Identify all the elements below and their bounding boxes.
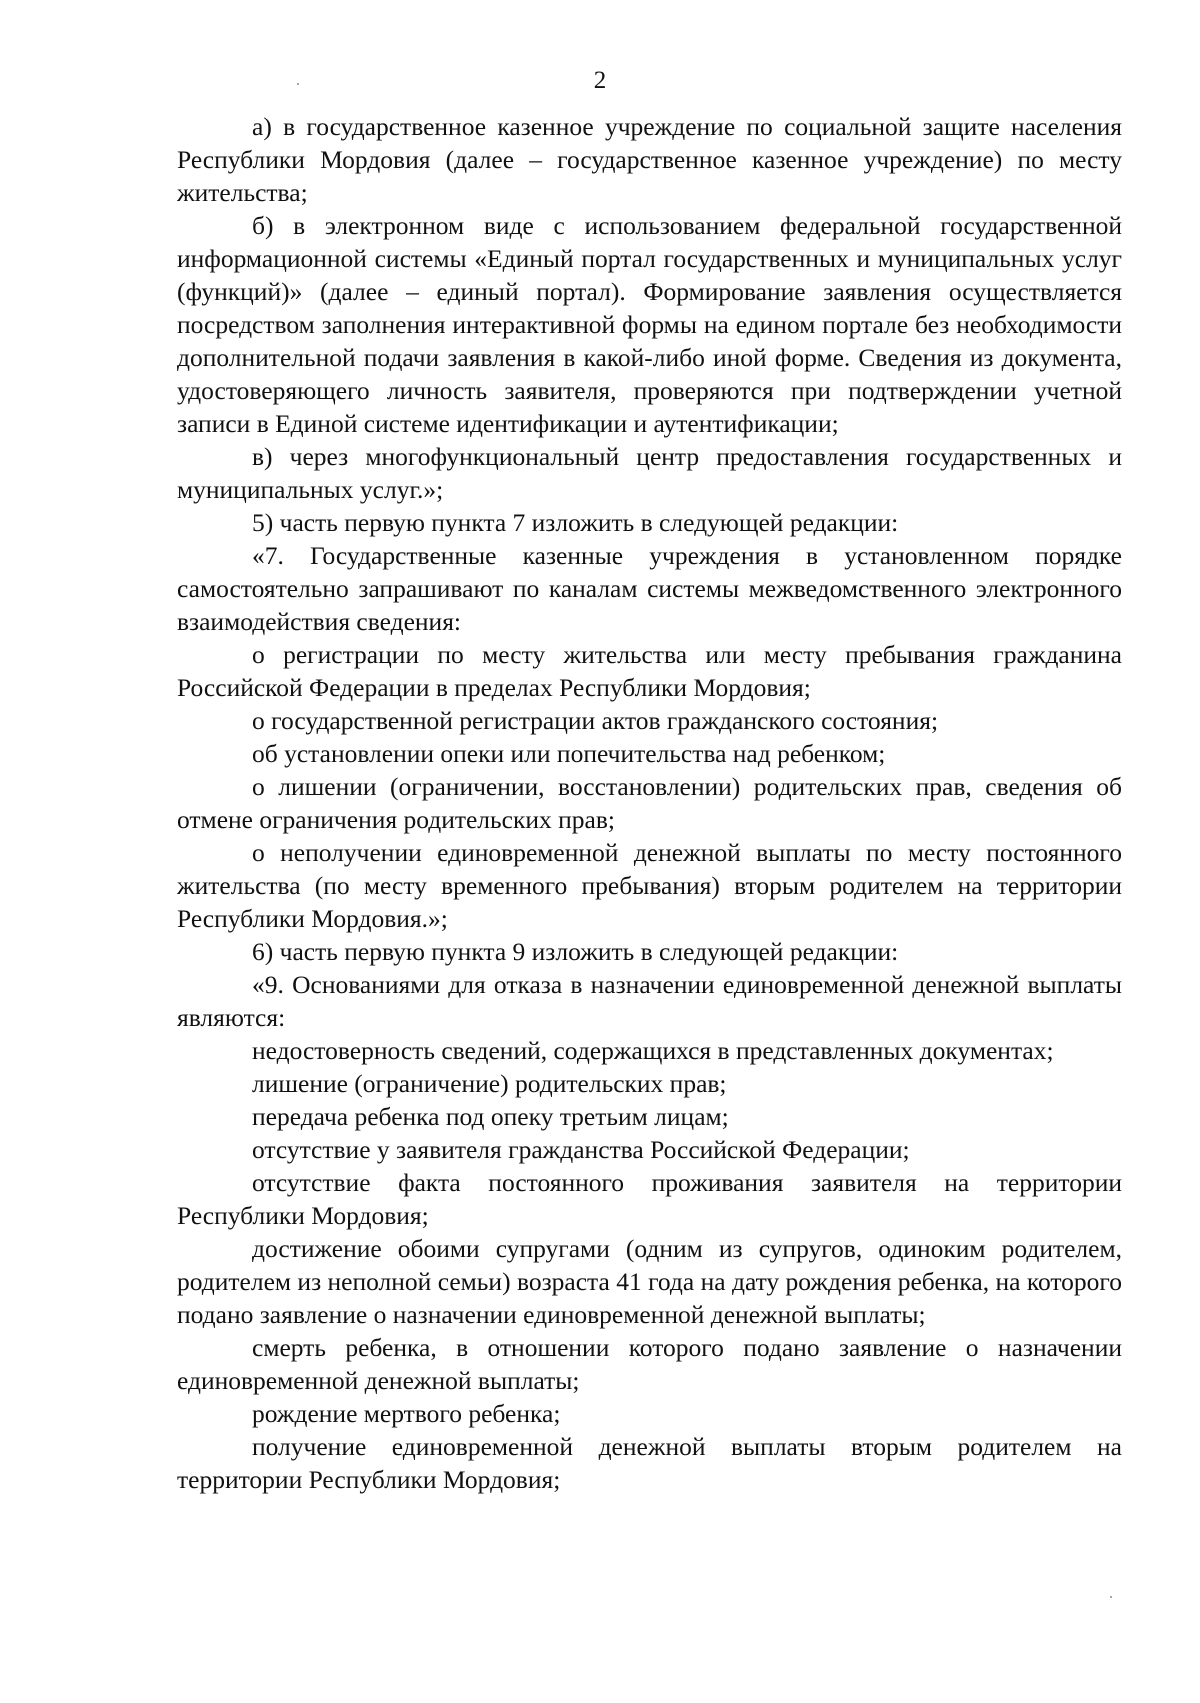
- paragraph-non-receipt: о неполучении единовременной денежной выплаты по месту постоянного жительства (по месту временного пребывания) вторым родителем на территории Республики Мордовия.»;: [177, 838, 1122, 933]
- paragraph-custody-transfer: передача ребенка под опеку третьим лицам;: [252, 1102, 729, 1131]
- paragraph-a: а) в государственное казенное учреждение по социальной защите населения Республики Мордовия (далее – государственное казенное учреждение) по месту жительства;: [177, 112, 1122, 207]
- page-number: 2: [593, 67, 607, 94]
- paragraph-item-5: 5) часть первую пункта 7 изложить в следующей редакции:: [252, 508, 899, 537]
- paragraph-parental-rights: о лишении (ограничении, восстановлении) родительских прав, сведения об отмене ограничения родительских прав;: [177, 772, 1122, 834]
- paragraph-v: в) через многофункциональный центр предоставления государственных и муниципальных услуг.»;: [177, 442, 1122, 504]
- paragraph-citizenship: отсутствие у заявителя гражданства Российской Федерации;: [252, 1135, 910, 1164]
- paragraph-registration: о регистрации по месту жительства или месту пребывания гражданина Российской Федерации в пределах Республики Мордовия;: [177, 640, 1122, 702]
- paragraph-age-limit: достижение обоими супругами (одним из супругов, одиноким родителем, родителем из неполной семьи) возраста 41 года на дату рождения ребенка, на которого подано заявление о назначении единовременной денежной выплаты;: [177, 1234, 1122, 1329]
- scan-speck: [1110, 1596, 1112, 1598]
- paragraph-residence: отсутствие факта постоянного проживания заявителя на территории Республики Мордовия;: [177, 1168, 1122, 1230]
- paragraph-clause-7: «7. Государственные казенные учреждения в установленном порядке самостоятельно запрашивают по каналам системы межведомственного электронного взаимодействия сведения:: [177, 541, 1122, 636]
- paragraph-civil-acts: о государственной регистрации актов гражданского состояния;: [252, 706, 939, 735]
- paragraph-child-death: смерть ребенка, в отношении которого подано заявление о назначении единовременной денежной выплаты;: [177, 1333, 1122, 1395]
- document-body: [177, 110, 1122, 1496]
- paragraph-second-parent: получение единовременной денежной выплаты вторым родителем на территории Республики Мордовия;: [177, 1432, 1122, 1494]
- paragraph-clause-9: «9. Основаниями для отказа в назначении единовременной денежной выплаты являются:: [177, 970, 1122, 1032]
- paragraph-item-6: 6) часть первую пункта 9 изложить в следующей редакции:: [252, 937, 899, 966]
- paragraph-unreliable-info: недостоверность сведений, содержащихся в представленных документах;: [252, 1036, 1054, 1065]
- paragraph-b: б) в электронном виде с использованием федеральной государственной информационной системы «Единый портал государственных и муниципальных услуг (функций)» (далее – единый портал). Формирование заявления осуществляется посредством заполнения интерактивной формы на едином портале без необходимости дополнительной подачи заявления в какой-либо иной форме. Сведения из документа, удостоверяющего личность заявителя, проверяются при подтверждении учетной записи в Единой системе идентификации и аутентификации;: [177, 211, 1122, 438]
- paragraph-guardianship: об установлении опеки или попечительства над ребенком;: [252, 739, 886, 768]
- paragraph-stillbirth: рождение мертвого ребенка;: [252, 1399, 561, 1428]
- scan-speck: [297, 83, 299, 85]
- paragraph-deprivation: лишение (ограничение) родительских прав;: [252, 1069, 727, 1098]
